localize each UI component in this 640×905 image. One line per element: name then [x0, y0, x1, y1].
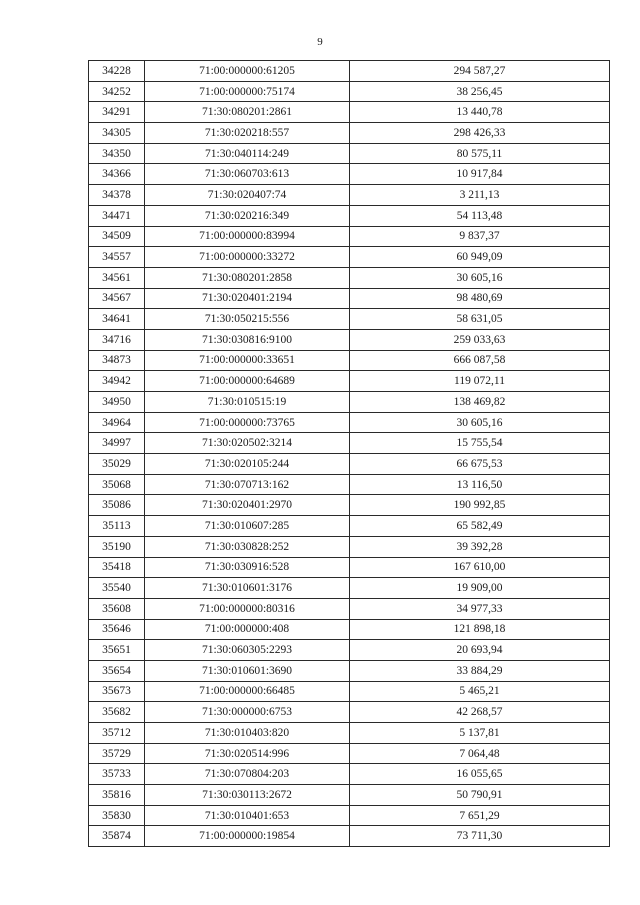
amount-cell: 5 137,81: [350, 723, 610, 744]
table-row: [89, 185, 610, 206]
cadastral-number-cell: 71:30:070713:162: [145, 474, 350, 495]
cadastral-number-cell: 71:30:020401:2194: [145, 288, 350, 309]
amount-cell: 34 977,33: [350, 598, 610, 619]
cadastral-number-cell: 71:30:020401:2970: [145, 495, 350, 516]
table-row: [89, 392, 610, 413]
cadastral-number-cell: 71:30:030816:9100: [145, 329, 350, 350]
amount-cell: 73 711,30: [350, 826, 610, 847]
row-number-cell: 34509: [89, 226, 145, 247]
table-row: [89, 102, 610, 123]
cadastral-number-cell: 71:00:000000:408: [145, 619, 350, 640]
table-row: [89, 743, 610, 764]
row-number-cell: 34252: [89, 81, 145, 102]
table-row: [89, 309, 610, 330]
table-body: [89, 61, 610, 847]
cadastral-number-cell: 71:00:000000:61205: [145, 61, 350, 82]
cadastral-number-cell: 71:30:020105:244: [145, 454, 350, 475]
cadastral-number-cell: 71:00:000000:64689: [145, 371, 350, 392]
table-row: [89, 495, 610, 516]
row-number-cell: 35729: [89, 743, 145, 764]
row-number-cell: 35673: [89, 681, 145, 702]
cadastral-number-cell: 71:00:000000:33272: [145, 247, 350, 268]
cadastral-number-cell: 71:00:000000:73765: [145, 412, 350, 433]
page-number: 9: [317, 36, 323, 48]
amount-cell: 80 575,11: [350, 143, 610, 164]
row-number-cell: 35654: [89, 660, 145, 681]
cadastral-number-cell: 71:30:030916:528: [145, 557, 350, 578]
cadastral-number-cell: 71:30:010607:285: [145, 516, 350, 537]
cadastral-number-cell: 71:30:060703:613: [145, 164, 350, 185]
cadastral-number-cell: 71:30:030113:2672: [145, 785, 350, 806]
table-row: [89, 702, 610, 723]
amount-cell: 13 116,50: [350, 474, 610, 495]
table-row: [89, 350, 610, 371]
table-row: [89, 826, 610, 847]
table-row: [89, 412, 610, 433]
amount-cell: 39 392,28: [350, 536, 610, 557]
row-number-cell: 34567: [89, 288, 145, 309]
amount-cell: 294 587,27: [350, 61, 610, 82]
cadastral-number-cell: 71:30:080201:2858: [145, 267, 350, 288]
cadastral-number-cell: 71:30:020218:557: [145, 123, 350, 144]
table-row: [89, 764, 610, 785]
table-row: [89, 660, 610, 681]
amount-cell: 60 949,09: [350, 247, 610, 268]
table-row: [89, 288, 610, 309]
cadastral-number-cell: 71:30:020502:3214: [145, 433, 350, 454]
table-row: [89, 578, 610, 599]
amount-cell: 20 693,94: [350, 640, 610, 661]
cadastral-number-cell: 71:00:000000:19854: [145, 826, 350, 847]
amount-cell: 7 651,29: [350, 805, 610, 826]
amount-cell: 167 610,00: [350, 557, 610, 578]
row-number-cell: 35682: [89, 702, 145, 723]
row-number-cell: 34557: [89, 247, 145, 268]
row-number-cell: 35816: [89, 785, 145, 806]
row-number-cell: 35733: [89, 764, 145, 785]
amount-cell: 13 440,78: [350, 102, 610, 123]
table-row: [89, 640, 610, 661]
amount-cell: 50 790,91: [350, 785, 610, 806]
row-number-cell: 35874: [89, 826, 145, 847]
row-number-cell: 34350: [89, 143, 145, 164]
table-row: [89, 785, 610, 806]
amount-cell: 30 605,16: [350, 412, 610, 433]
cadastral-number-cell: 71:00:000000:83994: [145, 226, 350, 247]
cadastral-number-cell: 71:30:010401:653: [145, 805, 350, 826]
amount-cell: 19 909,00: [350, 578, 610, 599]
row-number-cell: 35608: [89, 598, 145, 619]
amount-cell: 58 631,05: [350, 309, 610, 330]
table-row: [89, 723, 610, 744]
amount-cell: 66 675,53: [350, 454, 610, 475]
amount-cell: 42 268,57: [350, 702, 610, 723]
cadastral-number-cell: 71:00:000000:80316: [145, 598, 350, 619]
table-row: [89, 474, 610, 495]
amount-cell: 298 426,33: [350, 123, 610, 144]
cadastral-number-cell: 71:30:040114:249: [145, 143, 350, 164]
amount-cell: 30 605,16: [350, 267, 610, 288]
cadastral-number-cell: 71:00:000000:75174: [145, 81, 350, 102]
table-row: [89, 81, 610, 102]
row-number-cell: 34228: [89, 61, 145, 82]
row-number-cell: 35540: [89, 578, 145, 599]
amount-cell: 119 072,11: [350, 371, 610, 392]
table-row: [89, 226, 610, 247]
row-number-cell: 34950: [89, 392, 145, 413]
cadastral-number-cell: 71:30:010601:3176: [145, 578, 350, 599]
row-number-cell: 35086: [89, 495, 145, 516]
table-row: [89, 143, 610, 164]
cadastral-number-cell: 71:00:000000:66485: [145, 681, 350, 702]
table-row: [89, 247, 610, 268]
amount-cell: 121 898,18: [350, 619, 610, 640]
row-number-cell: 34964: [89, 412, 145, 433]
row-number-cell: 35646: [89, 619, 145, 640]
table-row: [89, 433, 610, 454]
amount-cell: 138 469,82: [350, 392, 610, 413]
amount-cell: 54 113,48: [350, 205, 610, 226]
row-number-cell: 34291: [89, 102, 145, 123]
amount-cell: 3 211,13: [350, 185, 610, 206]
table-row: [89, 598, 610, 619]
cadastral-number-cell: 71:30:050215:556: [145, 309, 350, 330]
cadastral-number-cell: 71:30:010601:3690: [145, 660, 350, 681]
cadastral-number-cell: 71:30:000000:6753: [145, 702, 350, 723]
table-row: [89, 123, 610, 144]
row-number-cell: 35418: [89, 557, 145, 578]
amount-cell: 190 992,85: [350, 495, 610, 516]
data-table: [88, 60, 610, 847]
row-number-cell: 35651: [89, 640, 145, 661]
amount-cell: 16 055,65: [350, 764, 610, 785]
cadastral-number-cell: 71:30:070804:203: [145, 764, 350, 785]
amount-cell: 15 755,54: [350, 433, 610, 454]
table-row: [89, 329, 610, 350]
cadastral-number-cell: 71:30:020407:74: [145, 185, 350, 206]
table-row: [89, 557, 610, 578]
row-number-cell: 35068: [89, 474, 145, 495]
row-number-cell: 34641: [89, 309, 145, 330]
table-row: [89, 371, 610, 392]
row-number-cell: 35190: [89, 536, 145, 557]
amount-cell: 38 256,45: [350, 81, 610, 102]
table-row: [89, 805, 610, 826]
amount-cell: 666 087,58: [350, 350, 610, 371]
row-number-cell: 34471: [89, 205, 145, 226]
cadastral-number-cell: 71:00:000000:33651: [145, 350, 350, 371]
cadastral-number-cell: 71:30:060305:2293: [145, 640, 350, 661]
amount-cell: 5 465,21: [350, 681, 610, 702]
row-number-cell: 34378: [89, 185, 145, 206]
table-row: [89, 61, 610, 82]
cadastral-number-cell: 71:30:020216:349: [145, 205, 350, 226]
row-number-cell: 34873: [89, 350, 145, 371]
table-row: [89, 454, 610, 475]
row-number-cell: 34561: [89, 267, 145, 288]
cadastral-number-cell: 71:30:080201:2861: [145, 102, 350, 123]
table-row: [89, 681, 610, 702]
row-number-cell: 35113: [89, 516, 145, 537]
amount-cell: 9 837,37: [350, 226, 610, 247]
row-number-cell: 34942: [89, 371, 145, 392]
row-number-cell: 34997: [89, 433, 145, 454]
row-number-cell: 34305: [89, 123, 145, 144]
cadastral-number-cell: 71:30:030828:252: [145, 536, 350, 557]
table-row: [89, 516, 610, 537]
amount-cell: 33 884,29: [350, 660, 610, 681]
amount-cell: 259 033,63: [350, 329, 610, 350]
table-row: [89, 536, 610, 557]
row-number-cell: 34366: [89, 164, 145, 185]
table-row: [89, 164, 610, 185]
cadastral-number-cell: 71:30:010515:19: [145, 392, 350, 413]
cadastral-number-cell: 71:30:010403:820: [145, 723, 350, 744]
amount-cell: 10 917,84: [350, 164, 610, 185]
table-row: [89, 267, 610, 288]
amount-cell: 98 480,69: [350, 288, 610, 309]
row-number-cell: 35029: [89, 454, 145, 475]
row-number-cell: 35830: [89, 805, 145, 826]
amount-cell: 7 064,48: [350, 743, 610, 764]
amount-cell: 65 582,49: [350, 516, 610, 537]
row-number-cell: 34716: [89, 329, 145, 350]
table-row: [89, 619, 610, 640]
table-row: [89, 205, 610, 226]
row-number-cell: 35712: [89, 723, 145, 744]
cadastral-number-cell: 71:30:020514:996: [145, 743, 350, 764]
